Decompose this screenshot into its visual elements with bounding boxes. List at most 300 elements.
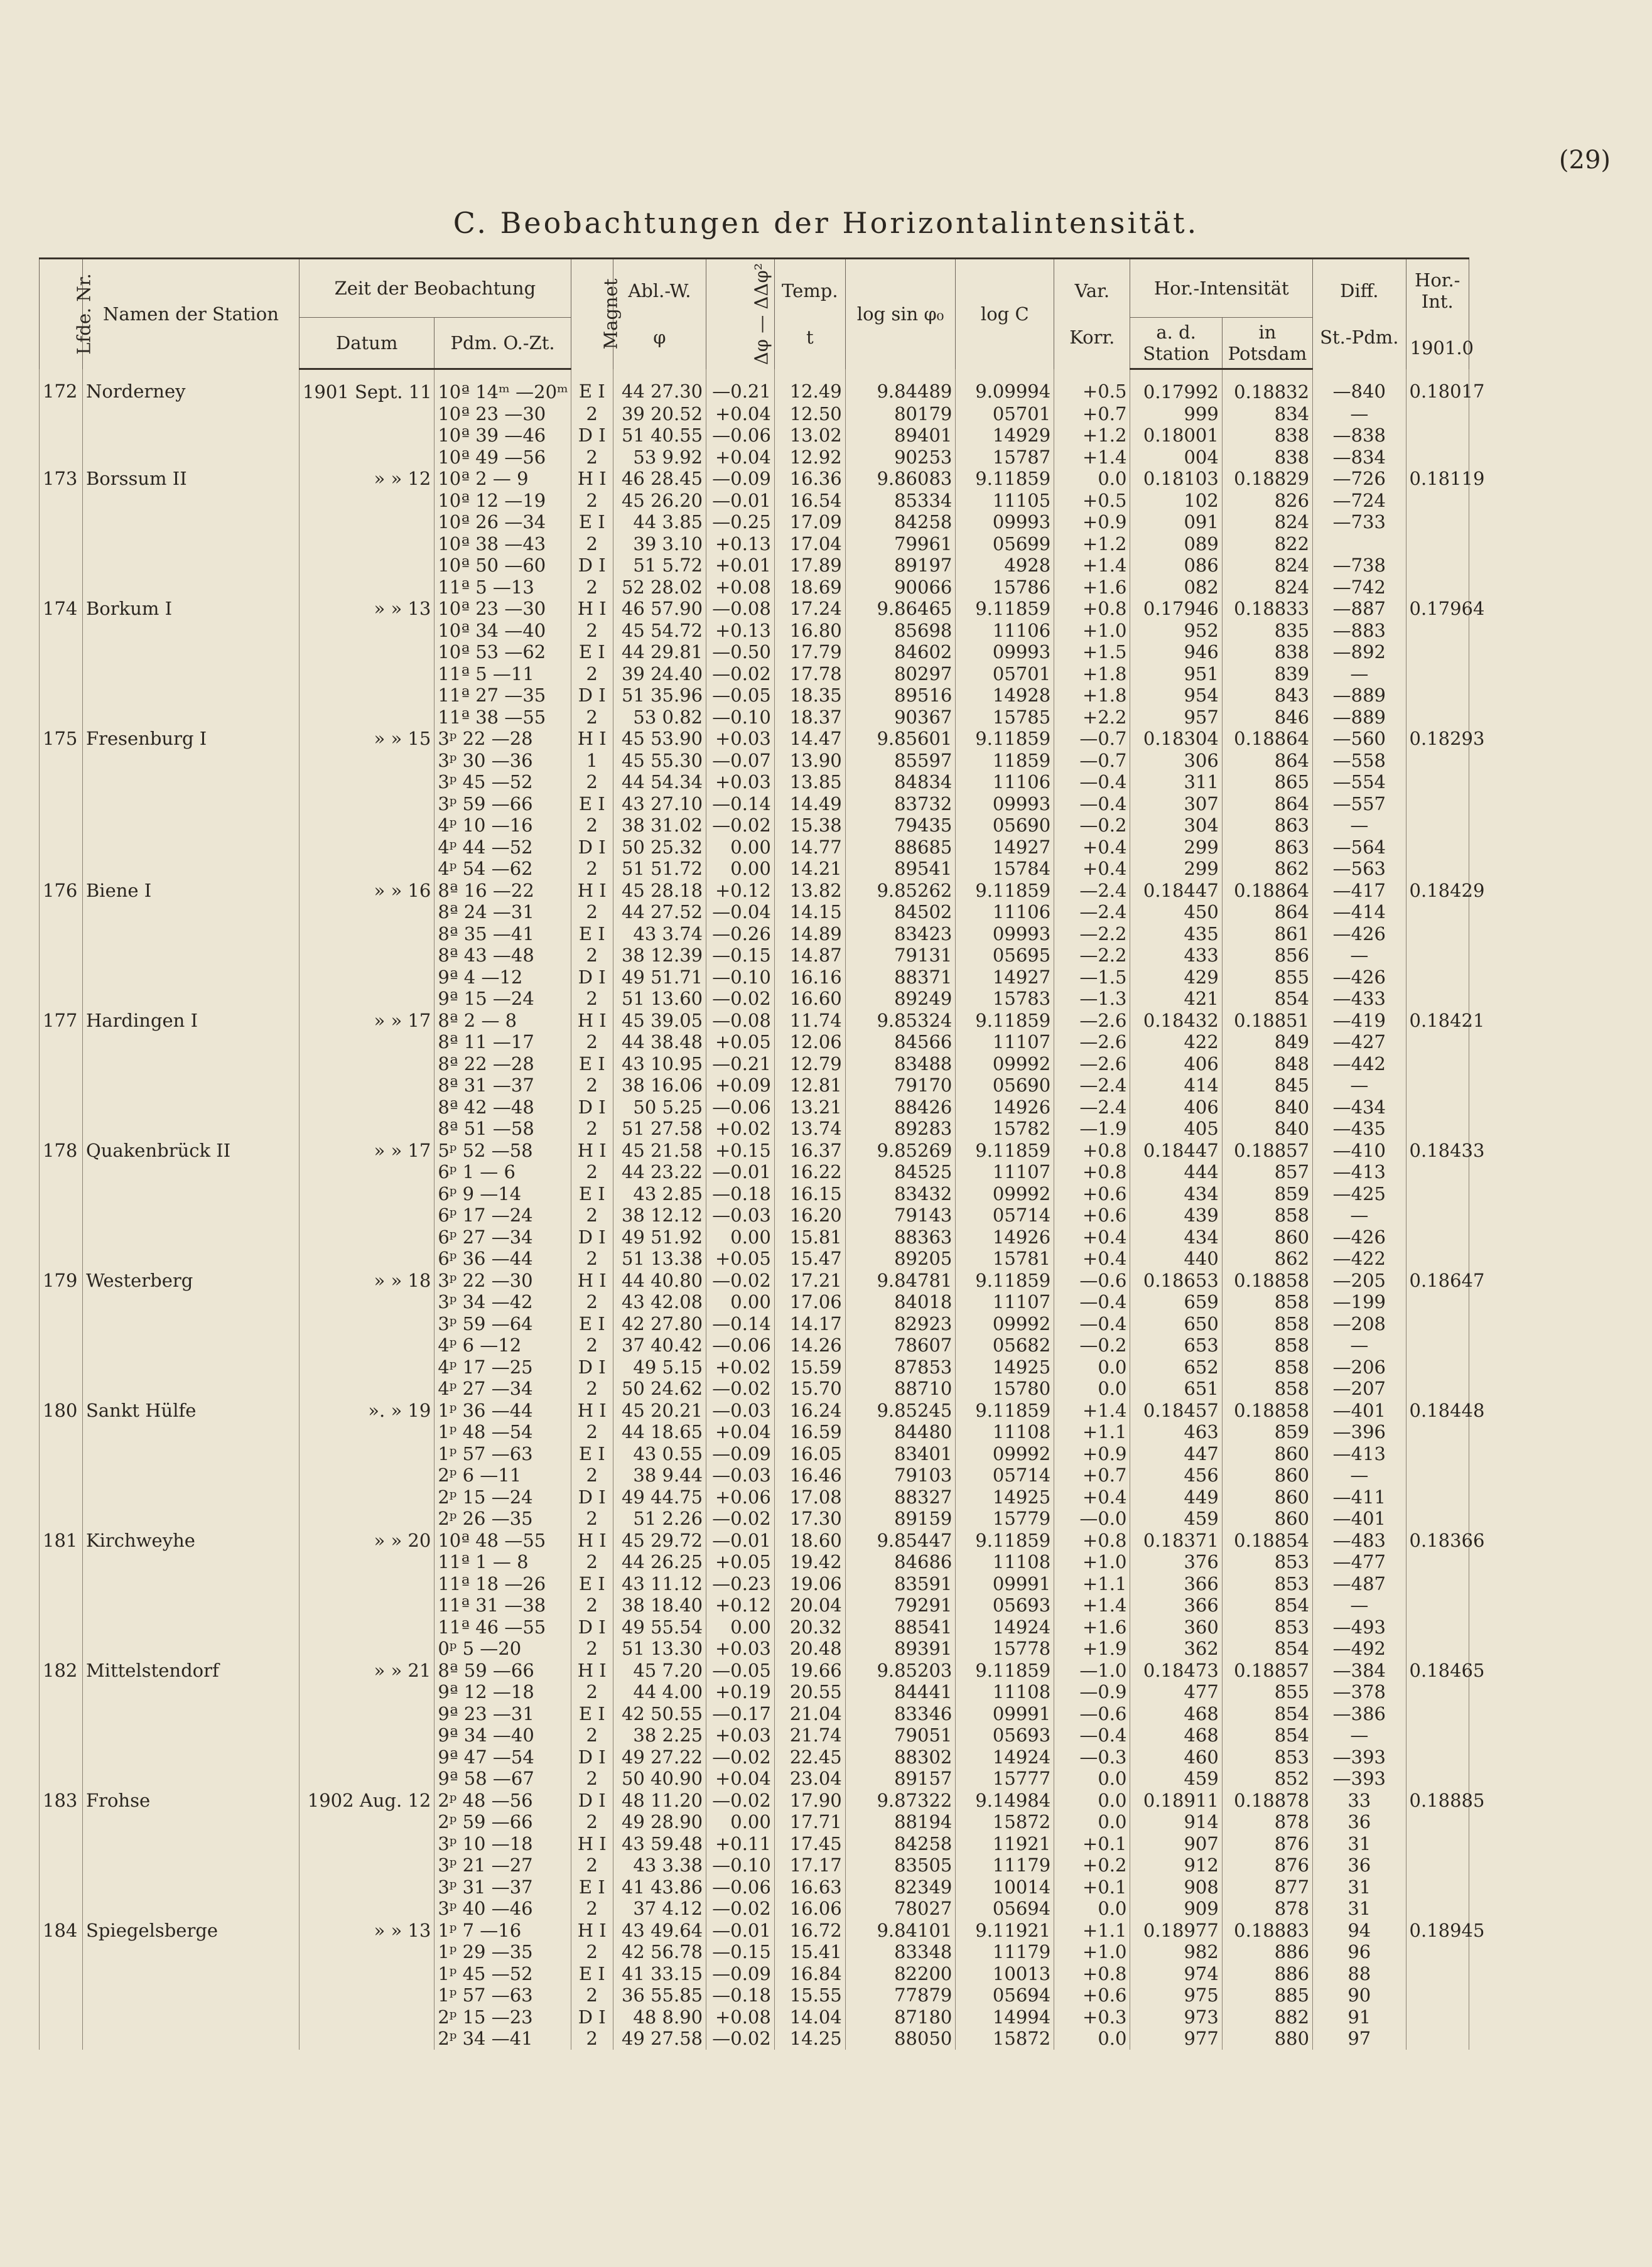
cell-hor-int: [1406, 1638, 1469, 1660]
cell-var: +0.1: [1054, 1876, 1130, 1898]
cell-diff: —840: [1313, 369, 1406, 403]
cell-diff: 96: [1313, 1941, 1406, 1963]
table-row: [40, 1443, 1469, 1465]
cell-temp: 14.49: [774, 793, 845, 815]
cell-log-sin: 79103: [845, 1464, 956, 1486]
cell-log-sin: 84525: [845, 1161, 956, 1183]
cell-temp: 17.79: [774, 641, 845, 663]
cell-hor-int: [1406, 511, 1469, 533]
cell-var: +0.8: [1054, 1963, 1130, 1985]
cell-delta: —0.10: [706, 966, 775, 988]
header-potsdam-value: in Potsdam: [1222, 318, 1312, 369]
cell-magnet: 2: [571, 1638, 613, 1660]
cell-date: [299, 1204, 434, 1226]
cell-log-c: 09992: [956, 1443, 1054, 1465]
table-row: [40, 1746, 1469, 1768]
cell-date: [299, 1334, 434, 1356]
cell-log-sin: 9.85447: [845, 1530, 956, 1552]
cell-date: [299, 1854, 434, 1876]
cell-hor-int: [1406, 1963, 1469, 1985]
table-row: [40, 1183, 1469, 1205]
header-hor-int: Hor.-Int. 1901.0: [1406, 259, 1469, 369]
cell-magnet: H I: [571, 1140, 613, 1162]
cell-log-sin: 89159: [845, 1508, 956, 1530]
table-row: [40, 1876, 1469, 1898]
cell-diff: —422: [1313, 1248, 1406, 1270]
cell-log-sin: 79170: [845, 1074, 956, 1096]
cell-pdm: 4ᵖ 17 —25: [435, 1356, 571, 1378]
cell-diff: —427: [1313, 1031, 1406, 1053]
cell-pdm: 1ᵖ 45 —52: [435, 1963, 571, 1985]
cell-log-c: 15779: [956, 1508, 1054, 1530]
cell-diff: —738: [1313, 555, 1406, 576]
cell-date: [299, 2006, 434, 2028]
cell-hor-station: 434: [1130, 1226, 1222, 1248]
table-row: [40, 1941, 1469, 1963]
cell-hor-potsdam: 855: [1222, 966, 1312, 988]
cell-hor-station: 651: [1130, 1378, 1222, 1400]
cell-date: [299, 1291, 434, 1313]
cell-log-sin: 89249: [845, 988, 956, 1010]
cell-magnet: 2: [571, 1594, 613, 1616]
cell-pdm: 3ᵖ 34 —42: [435, 1291, 571, 1313]
cell-abl: 51 27.58: [613, 1118, 706, 1140]
cell-log-c: 15783: [956, 988, 1054, 1010]
header-lfd-nr: Lfde. Nr.: [40, 259, 83, 369]
cell-hor-int: [1406, 836, 1469, 858]
table-row: [40, 2028, 1469, 2050]
cell-magnet: 2: [571, 901, 613, 923]
cell-var: +0.8: [1054, 1161, 1130, 1183]
cell-hor-station: 0.18911: [1130, 1790, 1222, 1812]
table-row: [40, 425, 1469, 446]
cell-log-sin: 9.86083: [845, 468, 956, 490]
cell-magnet: E I: [571, 1183, 613, 1205]
table-row: [40, 771, 1469, 793]
cell-delta: +0.04: [706, 1421, 775, 1443]
cell-temp: 16.06: [774, 1898, 845, 1920]
cell-log-c: 11108: [956, 1681, 1054, 1703]
table-row: [40, 750, 1469, 772]
cell-log-c: 11105: [956, 490, 1054, 512]
table-row: [40, 1616, 1469, 1638]
cell-hor-potsdam: 840: [1222, 1118, 1312, 1140]
cell-magnet: 2: [571, 771, 613, 793]
cell-log-c: 9.11859: [956, 468, 1054, 490]
cell-log-c: 15781: [956, 1248, 1054, 1270]
cell-nr: [40, 1963, 83, 1985]
cell-log-sin: 88685: [845, 836, 956, 858]
cell-station: [82, 684, 299, 706]
cell-var: +0.5: [1054, 369, 1130, 403]
cell-hor-int: 0.18366: [1406, 1530, 1469, 1552]
cell-hor-int: [1406, 1291, 1469, 1313]
cell-delta: —0.09: [706, 468, 775, 490]
cell-station: Hardingen I: [82, 1010, 299, 1032]
cell-abl: 50 25.32: [613, 836, 706, 858]
cell-date: » » 21: [299, 1660, 434, 1682]
table-row: [40, 988, 1469, 1010]
cell-nr: [40, 1594, 83, 1616]
cell-hor-station: 952: [1130, 620, 1222, 642]
cell-nr: [40, 425, 83, 446]
cell-abl: 45 26.20: [613, 490, 706, 512]
cell-hor-station: 652: [1130, 1356, 1222, 1378]
cell-delta: —0.02: [706, 1270, 775, 1292]
cell-nr: 179: [40, 1270, 83, 1292]
cell-magnet: 2: [571, 576, 613, 598]
cell-nr: [40, 901, 83, 923]
cell-diff: —493: [1313, 1616, 1406, 1638]
cell-pdm: 8ª 22 —28: [435, 1053, 571, 1075]
cell-hor-station: 907: [1130, 1833, 1222, 1855]
cell-delta: 0.00: [706, 836, 775, 858]
cell-pdm: 2ᵖ 15 —24: [435, 1486, 571, 1508]
cell-hor-potsdam: 854: [1222, 1594, 1312, 1616]
cell-diff: —889: [1313, 684, 1406, 706]
table-row: [40, 1508, 1469, 1530]
cell-var: —0.2: [1054, 814, 1130, 836]
cell-log-c: 05701: [956, 403, 1054, 425]
cell-var: +2.2: [1054, 706, 1130, 728]
cell-temp: 22.45: [774, 1746, 845, 1768]
cell-hor-int: 0.18119: [1406, 468, 1469, 490]
cell-hor-station: 957: [1130, 706, 1222, 728]
cell-abl: 44 27.52: [613, 901, 706, 923]
cell-log-c: 05694: [956, 1984, 1054, 2006]
cell-date: [299, 988, 434, 1010]
cell-pdm: 10ª 53 —62: [435, 641, 571, 663]
observation-rows: [40, 369, 1485, 2050]
cell-hor-station: 447: [1130, 1443, 1222, 1465]
cell-diff: [1313, 533, 1406, 555]
header-zeit: Zeit der Beobachtung: [299, 259, 571, 318]
cell-delta: —0.03: [706, 1204, 775, 1226]
cell-hor-potsdam: 854: [1222, 1724, 1312, 1746]
cell-date: [299, 793, 434, 815]
cell-hor-station: 429: [1130, 966, 1222, 988]
cell-magnet: D I: [571, 1226, 613, 1248]
cell-magnet: D I: [571, 1790, 613, 1812]
cell-magnet: 2: [571, 1681, 613, 1703]
cell-magnet: 2: [571, 1984, 613, 2006]
cell-temp: 12.50: [774, 403, 845, 425]
cell-var: 0.0: [1054, 2028, 1130, 2050]
cell-hor-potsdam: 824: [1222, 576, 1312, 598]
cell-pdm: 8ª 31 —37: [435, 1074, 571, 1096]
cell-hor-potsdam: 0.18854: [1222, 1530, 1312, 1552]
cell-delta: —0.02: [706, 814, 775, 836]
cell-pdm: 9ª 34 —40: [435, 1724, 571, 1746]
cell-log-sin: 89391: [845, 1638, 956, 1660]
cell-nr: [40, 988, 83, 1010]
cell-var: +1.2: [1054, 533, 1130, 555]
cell-pdm: 8ª 59 —66: [435, 1660, 571, 1682]
cell-hor-potsdam: 860: [1222, 1226, 1312, 1248]
cell-magnet: H I: [571, 1400, 613, 1422]
cell-temp: 14.25: [774, 2028, 845, 2050]
table-row: [40, 901, 1469, 923]
cell-diff: 31: [1313, 1833, 1406, 1855]
cell-hor-int: [1406, 1464, 1469, 1486]
cell-temp: 14.87: [774, 944, 845, 966]
cell-station: [82, 1313, 299, 1335]
cell-station: [82, 1638, 299, 1660]
cell-hor-potsdam: 858: [1222, 1204, 1312, 1226]
cell-date: [299, 1378, 434, 1400]
cell-temp: 16.15: [774, 1183, 845, 1205]
cell-nr: [40, 750, 83, 772]
cell-var: +1.1: [1054, 1421, 1130, 1443]
cell-log-sin: 89401: [845, 425, 956, 446]
cell-log-c: 11107: [956, 1291, 1054, 1313]
cell-magnet: H I: [571, 1660, 613, 1682]
cell-pdm: 9ª 15 —24: [435, 988, 571, 1010]
cell-hor-potsdam: 863: [1222, 836, 1312, 858]
cell-log-c: 05714: [956, 1464, 1054, 1486]
cell-temp: 16.84: [774, 1963, 845, 1985]
cell-hor-int: [1406, 1053, 1469, 1075]
cell-date: » » 18: [299, 1270, 434, 1292]
table-row: [40, 446, 1469, 468]
cell-delta: 0.00: [706, 1291, 775, 1313]
cell-var: —0.3: [1054, 1746, 1130, 1768]
cell-date: [299, 1161, 434, 1183]
cell-nr: [40, 1551, 83, 1573]
cell-temp: 17.09: [774, 511, 845, 533]
cell-magnet: E I: [571, 1573, 613, 1595]
cell-station: [82, 1898, 299, 1920]
cell-delta: —0.07: [706, 750, 775, 772]
cell-station: [82, 1248, 299, 1270]
cell-station: [82, 403, 299, 425]
cell-station: [82, 1291, 299, 1313]
cell-hor-station: 434: [1130, 1183, 1222, 1205]
cell-nr: [40, 641, 83, 663]
cell-date: [299, 663, 434, 685]
cell-date: [299, 858, 434, 880]
cell-station: [82, 836, 299, 858]
cell-date: [299, 1941, 434, 1963]
cell-var: —1.0: [1054, 1660, 1130, 1682]
cell-delta: +0.15: [706, 1140, 775, 1162]
cell-nr: [40, 1746, 83, 1768]
cell-diff: —557: [1313, 793, 1406, 815]
cell-temp: 14.04: [774, 2006, 845, 2028]
cell-delta: —0.18: [706, 1984, 775, 2006]
cell-log-sin: 9.85269: [845, 1140, 956, 1162]
cell-hor-int: [1406, 446, 1469, 468]
cell-var: +1.0: [1054, 1551, 1130, 1573]
cell-abl: 43 42.08: [613, 1291, 706, 1313]
cell-var: +1.1: [1054, 1573, 1130, 1595]
cell-delta: +0.05: [706, 1248, 775, 1270]
cell-pdm: 11ª 5 —11: [435, 663, 571, 685]
cell-hor-station: 307: [1130, 793, 1222, 815]
cell-hor-potsdam: 856: [1222, 944, 1312, 966]
table-row: [40, 1638, 1469, 1660]
cell-diff: —563: [1313, 858, 1406, 880]
cell-hor-int: [1406, 2006, 1469, 2028]
cell-pdm: 11ª 31 —38: [435, 1594, 571, 1616]
cell-temp: 21.04: [774, 1703, 845, 1725]
cell-log-c: 05701: [956, 663, 1054, 685]
cell-hor-station: 460: [1130, 1746, 1222, 1768]
cell-date: [299, 425, 434, 446]
cell-date: » » 16: [299, 880, 434, 902]
cell-nr: [40, 1486, 83, 1508]
table-row: [40, 880, 1469, 902]
cell-date: [299, 1356, 434, 1378]
cell-hor-potsdam: 878: [1222, 1898, 1312, 1920]
cell-log-sin: 9.85262: [845, 880, 956, 902]
cell-temp: 16.63: [774, 1876, 845, 1898]
cell-log-sin: 89541: [845, 858, 956, 880]
cell-magnet: H I: [571, 1920, 613, 1942]
cell-log-sin: 79051: [845, 1724, 956, 1746]
cell-pdm: 11ª 46 —55: [435, 1616, 571, 1638]
cell-nr: 175: [40, 728, 83, 750]
cell-nr: [40, 1183, 83, 1205]
cell-hor-potsdam: 855: [1222, 1681, 1312, 1703]
cell-log-sin: 85698: [845, 620, 956, 642]
cell-station: [82, 944, 299, 966]
cell-station: [82, 533, 299, 555]
cell-hor-station: 0.18447: [1130, 880, 1222, 902]
cell-abl: 51 2.26: [613, 1508, 706, 1530]
cell-station: [82, 1854, 299, 1876]
cell-hor-station: 909: [1130, 1898, 1222, 1920]
cell-diff: —: [1313, 1724, 1406, 1746]
cell-temp: 16.05: [774, 1443, 845, 1465]
cell-var: —2.4: [1054, 1074, 1130, 1096]
cell-abl: 38 9.44: [613, 1464, 706, 1486]
table-row: [40, 1053, 1469, 1075]
cell-hor-potsdam: 838: [1222, 446, 1312, 468]
cell-temp: 17.21: [774, 1270, 845, 1292]
cell-hor-potsdam: 880: [1222, 2028, 1312, 2050]
cell-delta: —0.02: [706, 1790, 775, 1812]
table-row: [40, 1530, 1469, 1552]
cell-hor-station: 449: [1130, 1486, 1222, 1508]
cell-magnet: H I: [571, 1270, 613, 1292]
cell-var: +0.6: [1054, 1183, 1130, 1205]
cell-diff: —413: [1313, 1443, 1406, 1465]
cell-hor-potsdam: 835: [1222, 620, 1312, 642]
cell-station: [82, 1876, 299, 1898]
cell-log-c: 11179: [956, 1941, 1054, 1963]
cell-hor-int: [1406, 1443, 1469, 1465]
cell-hor-station: 433: [1130, 944, 1222, 966]
cell-date: [299, 1183, 434, 1205]
cell-hor-station: 0.18371: [1130, 1530, 1222, 1552]
cell-log-sin: 88327: [845, 1486, 956, 1508]
cell-magnet: 2: [571, 620, 613, 642]
cell-hor-station: 982: [1130, 1941, 1222, 1963]
cell-magnet: 2: [571, 1508, 613, 1530]
cell-hor-station: 653: [1130, 1334, 1222, 1356]
cell-hor-potsdam: 860: [1222, 1443, 1312, 1465]
cell-delta: —0.02: [706, 988, 775, 1010]
cell-date: [299, 771, 434, 793]
table-row: [40, 836, 1469, 858]
cell-hor-station: 954: [1130, 684, 1222, 706]
cell-temp: 13.74: [774, 1118, 845, 1140]
header-datum: Datum: [299, 318, 434, 369]
cell-date: [299, 1963, 434, 1985]
cell-delta: +0.08: [706, 2006, 775, 2028]
cell-abl: 37 40.42: [613, 1334, 706, 1356]
cell-hor-station: 299: [1130, 836, 1222, 858]
table-row: [40, 1031, 1469, 1053]
cell-hor-station: 0.17992: [1130, 369, 1222, 403]
cell-abl: 46 57.90: [613, 598, 706, 620]
cell-temp: 18.69: [774, 576, 845, 598]
cell-magnet: 2: [571, 1854, 613, 1876]
cell-hor-station: 0.18304: [1130, 728, 1222, 750]
cell-nr: 183: [40, 1790, 83, 1812]
cell-diff: —: [1313, 1334, 1406, 1356]
cell-pdm: 5ᵖ 52 —58: [435, 1140, 571, 1162]
cell-magnet: E I: [571, 1703, 613, 1725]
cell-log-c: 11179: [956, 1854, 1054, 1876]
cell-hor-station: 650: [1130, 1313, 1222, 1335]
cell-nr: [40, 1204, 83, 1226]
cell-temp: 16.36: [774, 468, 845, 490]
cell-var: —0.6: [1054, 1270, 1130, 1292]
cell-log-sin: 88541: [845, 1616, 956, 1638]
cell-date: [299, 533, 434, 555]
cell-abl: 51 13.38: [613, 1248, 706, 1270]
cell-var: +1.1: [1054, 1920, 1130, 1942]
cell-pdm: 3ᵖ 21 —27: [435, 1854, 571, 1876]
cell-log-c: 15782: [956, 1118, 1054, 1140]
cell-log-sin: 9.86465: [845, 598, 956, 620]
cell-station: [82, 1334, 299, 1356]
cell-log-sin: 88371: [845, 966, 956, 988]
cell-hor-int: [1406, 425, 1469, 446]
cell-delta: —0.01: [706, 1530, 775, 1552]
cell-hor-potsdam: 860: [1222, 1464, 1312, 1486]
cell-diff: —492: [1313, 1638, 1406, 1660]
cell-temp: 14.26: [774, 1334, 845, 1356]
cell-delta: —0.01: [706, 1920, 775, 1942]
cell-nr: [40, 555, 83, 576]
cell-diff: —: [1313, 1594, 1406, 1616]
table-row: [40, 858, 1469, 880]
cell-diff: —199: [1313, 1291, 1406, 1313]
cell-log-c: 09993: [956, 923, 1054, 945]
cell-delta: +0.02: [706, 1356, 775, 1378]
cell-magnet: E I: [571, 1876, 613, 1898]
cell-date: [299, 1984, 434, 2006]
cell-var: +0.7: [1054, 1464, 1130, 1486]
cell-log-sin: 77879: [845, 1984, 956, 2006]
cell-hor-potsdam: 0.18878: [1222, 1790, 1312, 1812]
cell-station: [82, 425, 299, 446]
cell-station: [82, 1486, 299, 1508]
cell-temp: 18.37: [774, 706, 845, 728]
table-row: [40, 728, 1469, 750]
cell-temp: 16.54: [774, 490, 845, 512]
cell-hor-potsdam: 858: [1222, 1313, 1312, 1335]
cell-hor-int: [1406, 814, 1469, 836]
cell-pdm: 8ª 16 —22: [435, 880, 571, 902]
header-temp: Temp. t: [774, 259, 845, 369]
cell-abl: 43 0.55: [613, 1443, 706, 1465]
cell-delta: +0.13: [706, 533, 775, 555]
cell-station: [82, 1616, 299, 1638]
